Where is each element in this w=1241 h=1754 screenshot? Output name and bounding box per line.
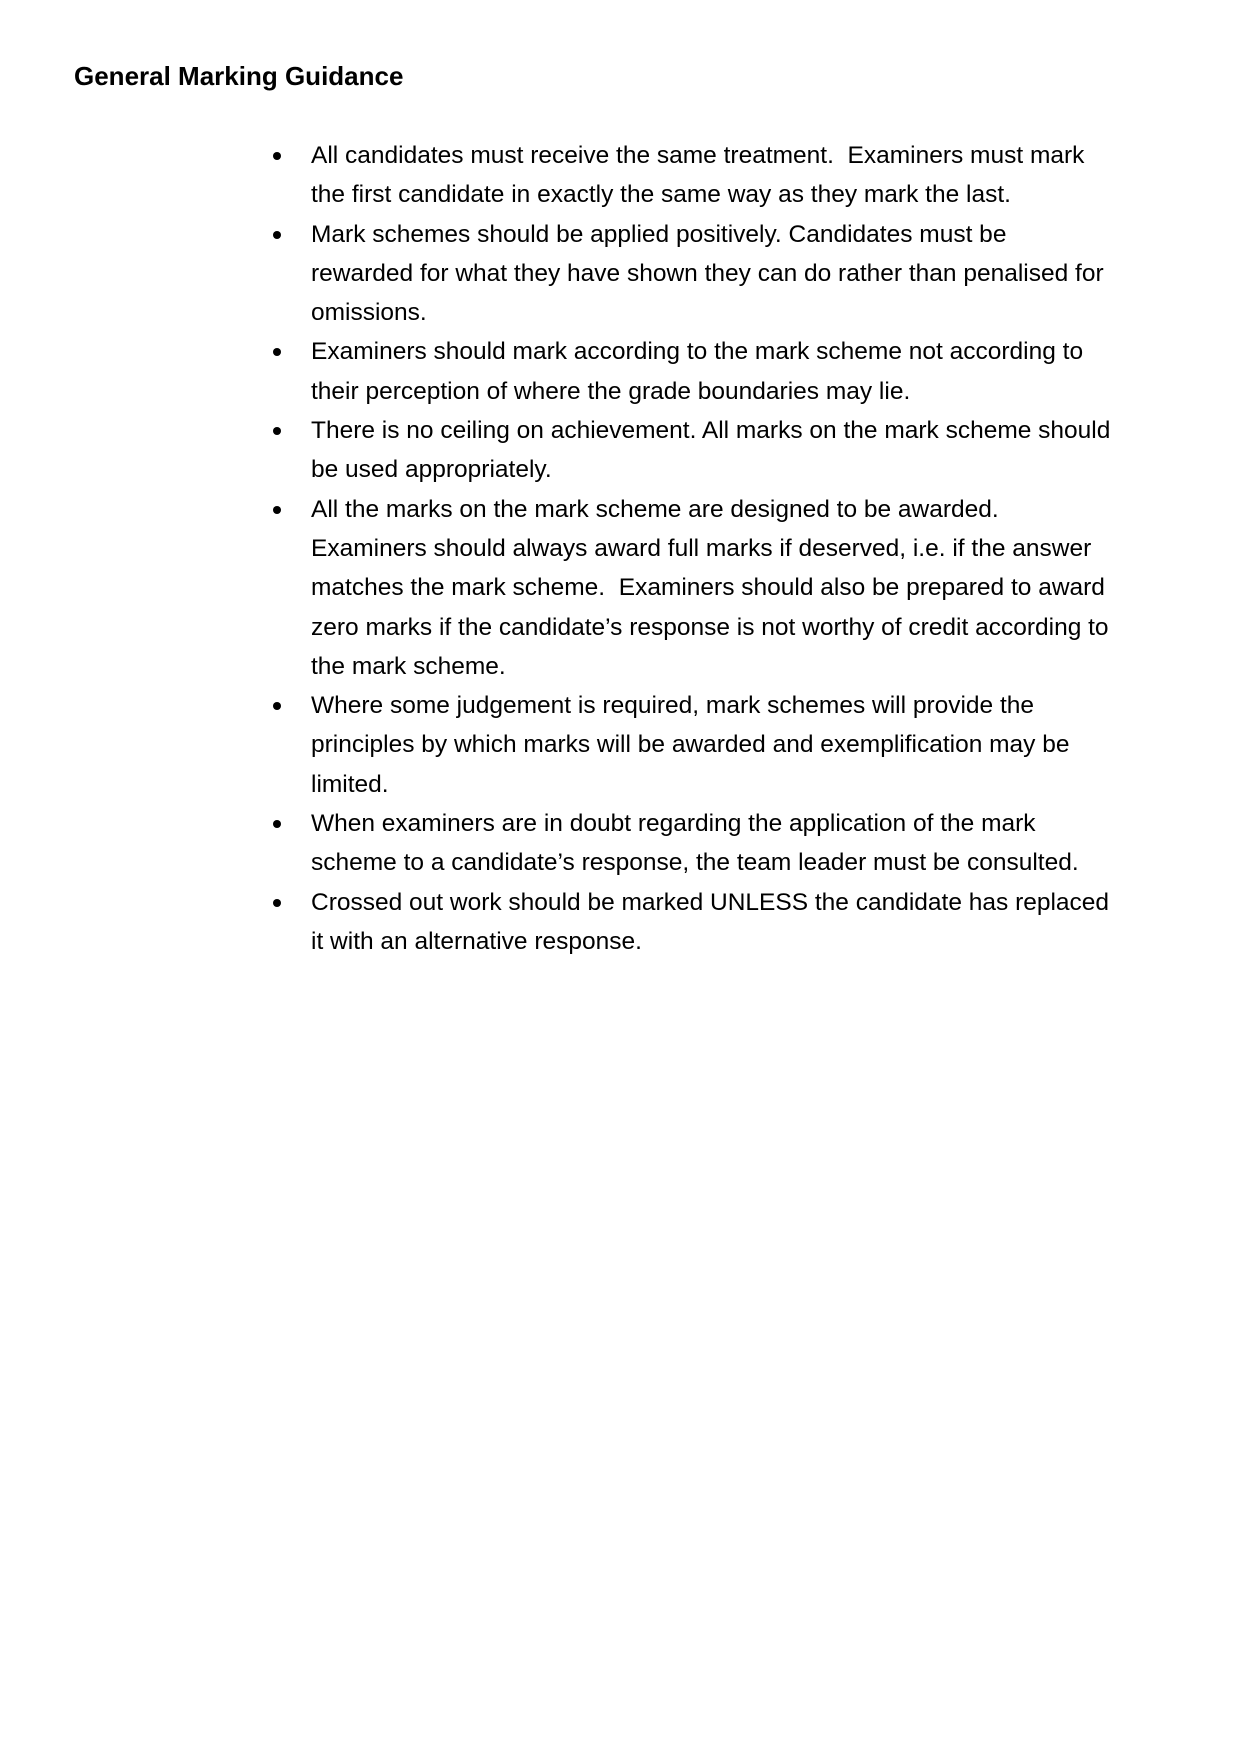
bullet-icon: [273, 702, 281, 710]
page-heading: General Marking Guidance: [74, 61, 404, 91]
list-item-text: There is no ceiling on achievement. All marks on the mark scheme should be used appropriately.: [311, 417, 1118, 484]
list-item-text: Mark schemes should be applied positively. Candidates must be rewarded for what they have shown they can do rather than penalised for omissions.: [311, 220, 1111, 327]
list-item-text: All the marks on the mark scheme are designed to be awarded. Examiners should always award full marks if deserved, i.e. if the answer matches the mark scheme. Examiners should also be prepared to award zero marks if the candidate’s response is not worthy of credit according to the mark scheme.: [311, 495, 1116, 680]
bullet-icon: [273, 152, 281, 160]
bullet-icon: [273, 899, 281, 907]
list-item-text: Where some judgement is required, mark schemes will provide the principles by which marks will be awarded and exemplification may be limited.: [311, 692, 1077, 798]
bullet-icon: [273, 231, 281, 239]
bullet-icon: [273, 820, 281, 828]
list-item-text: All candidates must receive the same treatment. Examiners must mark the first candidate in exactly the same way as they mark the last.: [311, 142, 1092, 209]
list-item: [273, 332, 1113, 411]
list-item: [273, 804, 1113, 883]
bullet-icon: [273, 506, 281, 514]
list-item-text: Examiners should mark according to the mark scheme not according to their perception of where the grade boundaries may lie.: [311, 338, 1090, 405]
list-item: [273, 215, 1113, 333]
list-item: [273, 686, 1113, 804]
guidance-list: [273, 136, 1118, 961]
bullet-icon: [273, 427, 281, 435]
list-item: [273, 883, 1116, 962]
list-item: [273, 136, 1113, 215]
bullet-icon: [273, 348, 281, 356]
list-item-text: Crossed out work should be marked UNLESS the candidate has replaced it with an alternative response.: [311, 888, 1116, 955]
list-item-text: When examiners are in doubt regarding the application of the mark scheme to a candidate’s response, the team leader must be consulted.: [311, 810, 1079, 877]
list-item: [273, 490, 1116, 686]
list-item: [273, 411, 1118, 490]
